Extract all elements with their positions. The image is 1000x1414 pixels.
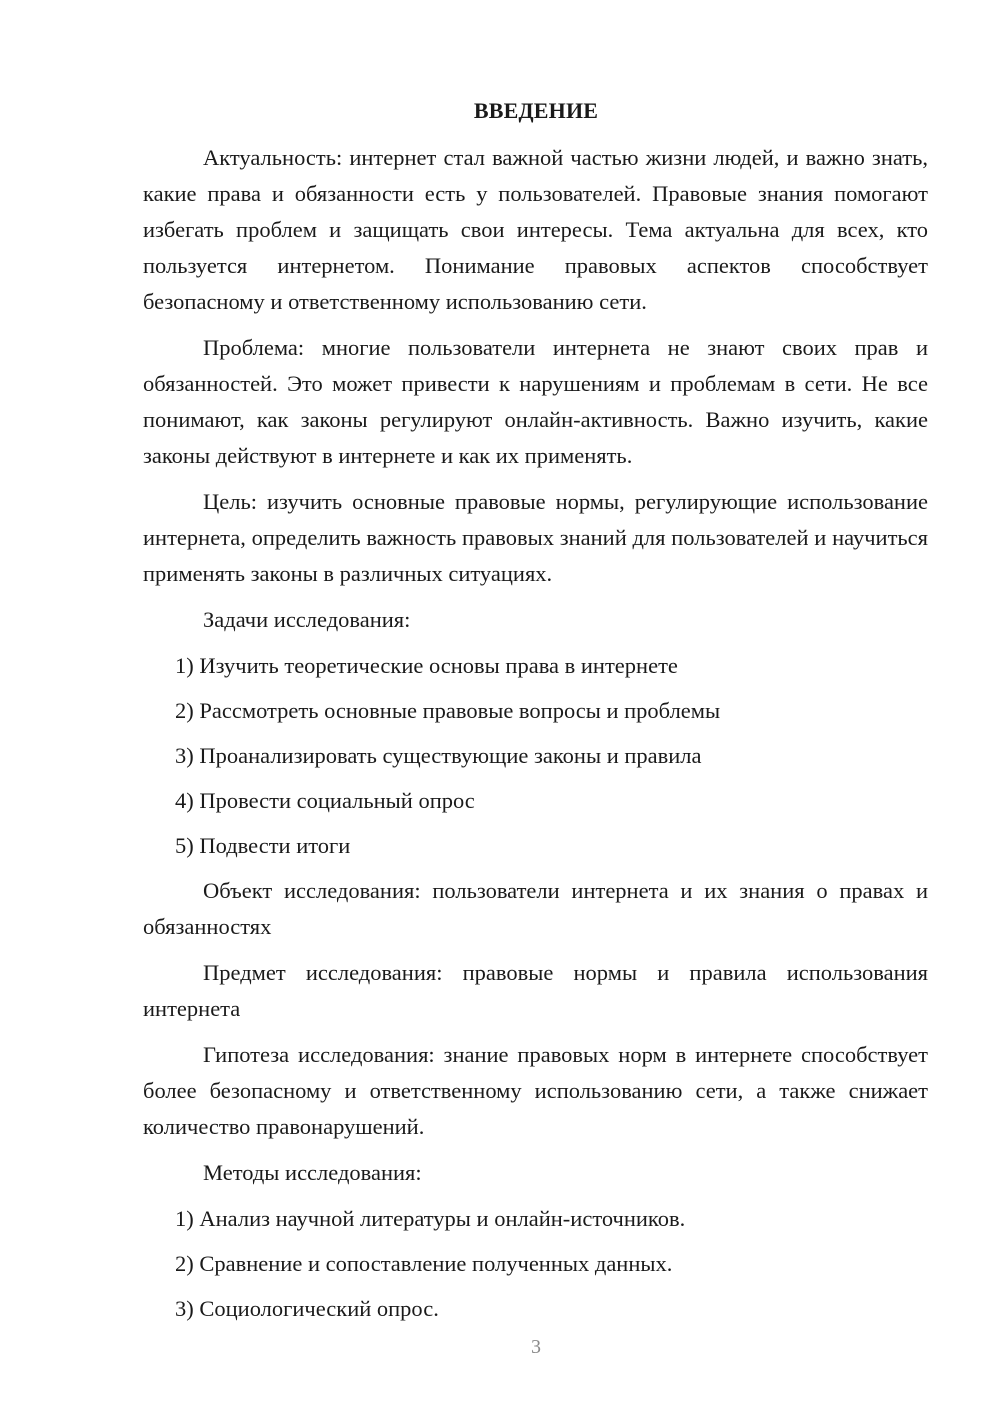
list-item: 2) Сравнение и сопоставление полученных данных.	[175, 1251, 673, 1276]
problem-paragraph: Проблема: многие пользователи интернета не знают своих прав и обязанностей. Это может привести к нарушениям и проблемам в сети. Не все понимают, как законы регулируют онлайн-активность. Важно изучить, какие законы действуют в интернете и как их применять.	[143, 335, 928, 468]
list-item: 4) Провести социальный опрос	[175, 788, 475, 813]
subject-paragraph: Предмет исследования: правовые нормы и правила использования интернета	[143, 960, 928, 1021]
page-number: 3	[531, 1336, 541, 1358]
relevance-paragraph: Актуальность: интернет стал важной частью жизни людей, и важно знать, какие права и обязанности есть у пользователей. Правовые знания помогают избегать проблем и защищать свои интересы. Тема актуальна для всех, кто пользуется интернетом. Понимание правовых аспектов способствует безопасному и ответственному использованию сети.	[143, 145, 928, 314]
methods-list	[143, 1201, 928, 1327]
tasks-list	[143, 648, 928, 864]
list-item: 1) Изучить теоретические основы права в интернете	[175, 653, 678, 678]
list-item: 3) Социологический опрос.	[175, 1296, 439, 1321]
list-item: 1) Анализ научной литературы и онлайн-источников.	[175, 1206, 686, 1231]
goal-paragraph: Цель: изучить основные правовые нормы, регулирующие использование интернета, определить важность правовых знаний для пользователей и научиться применять законы в различных ситуациях.	[143, 489, 928, 586]
object-paragraph: Объект исследования: пользователи интернета и их знания о правах и обязанностях	[143, 878, 928, 939]
hypothesis-paragraph: Гипотеза исследования: знание правовых норм в интернете способствует более безопасному и ответственному использованию сети, а также снижает количество правонарушений.	[143, 1042, 928, 1139]
page-title: ВВЕДЕНИЕ	[473, 98, 599, 123]
methods-heading: Методы исследования:	[203, 1160, 422, 1185]
tasks-heading: Задачи исследования:	[203, 607, 411, 632]
list-item: 2) Рассмотреть основные правовые вопросы и проблемы	[175, 698, 721, 723]
page-body	[143, 140, 928, 1336]
list-item: 5) Подвести итоги	[175, 833, 351, 858]
list-item: 3) Проанализировать существующие законы и правила	[175, 743, 702, 768]
